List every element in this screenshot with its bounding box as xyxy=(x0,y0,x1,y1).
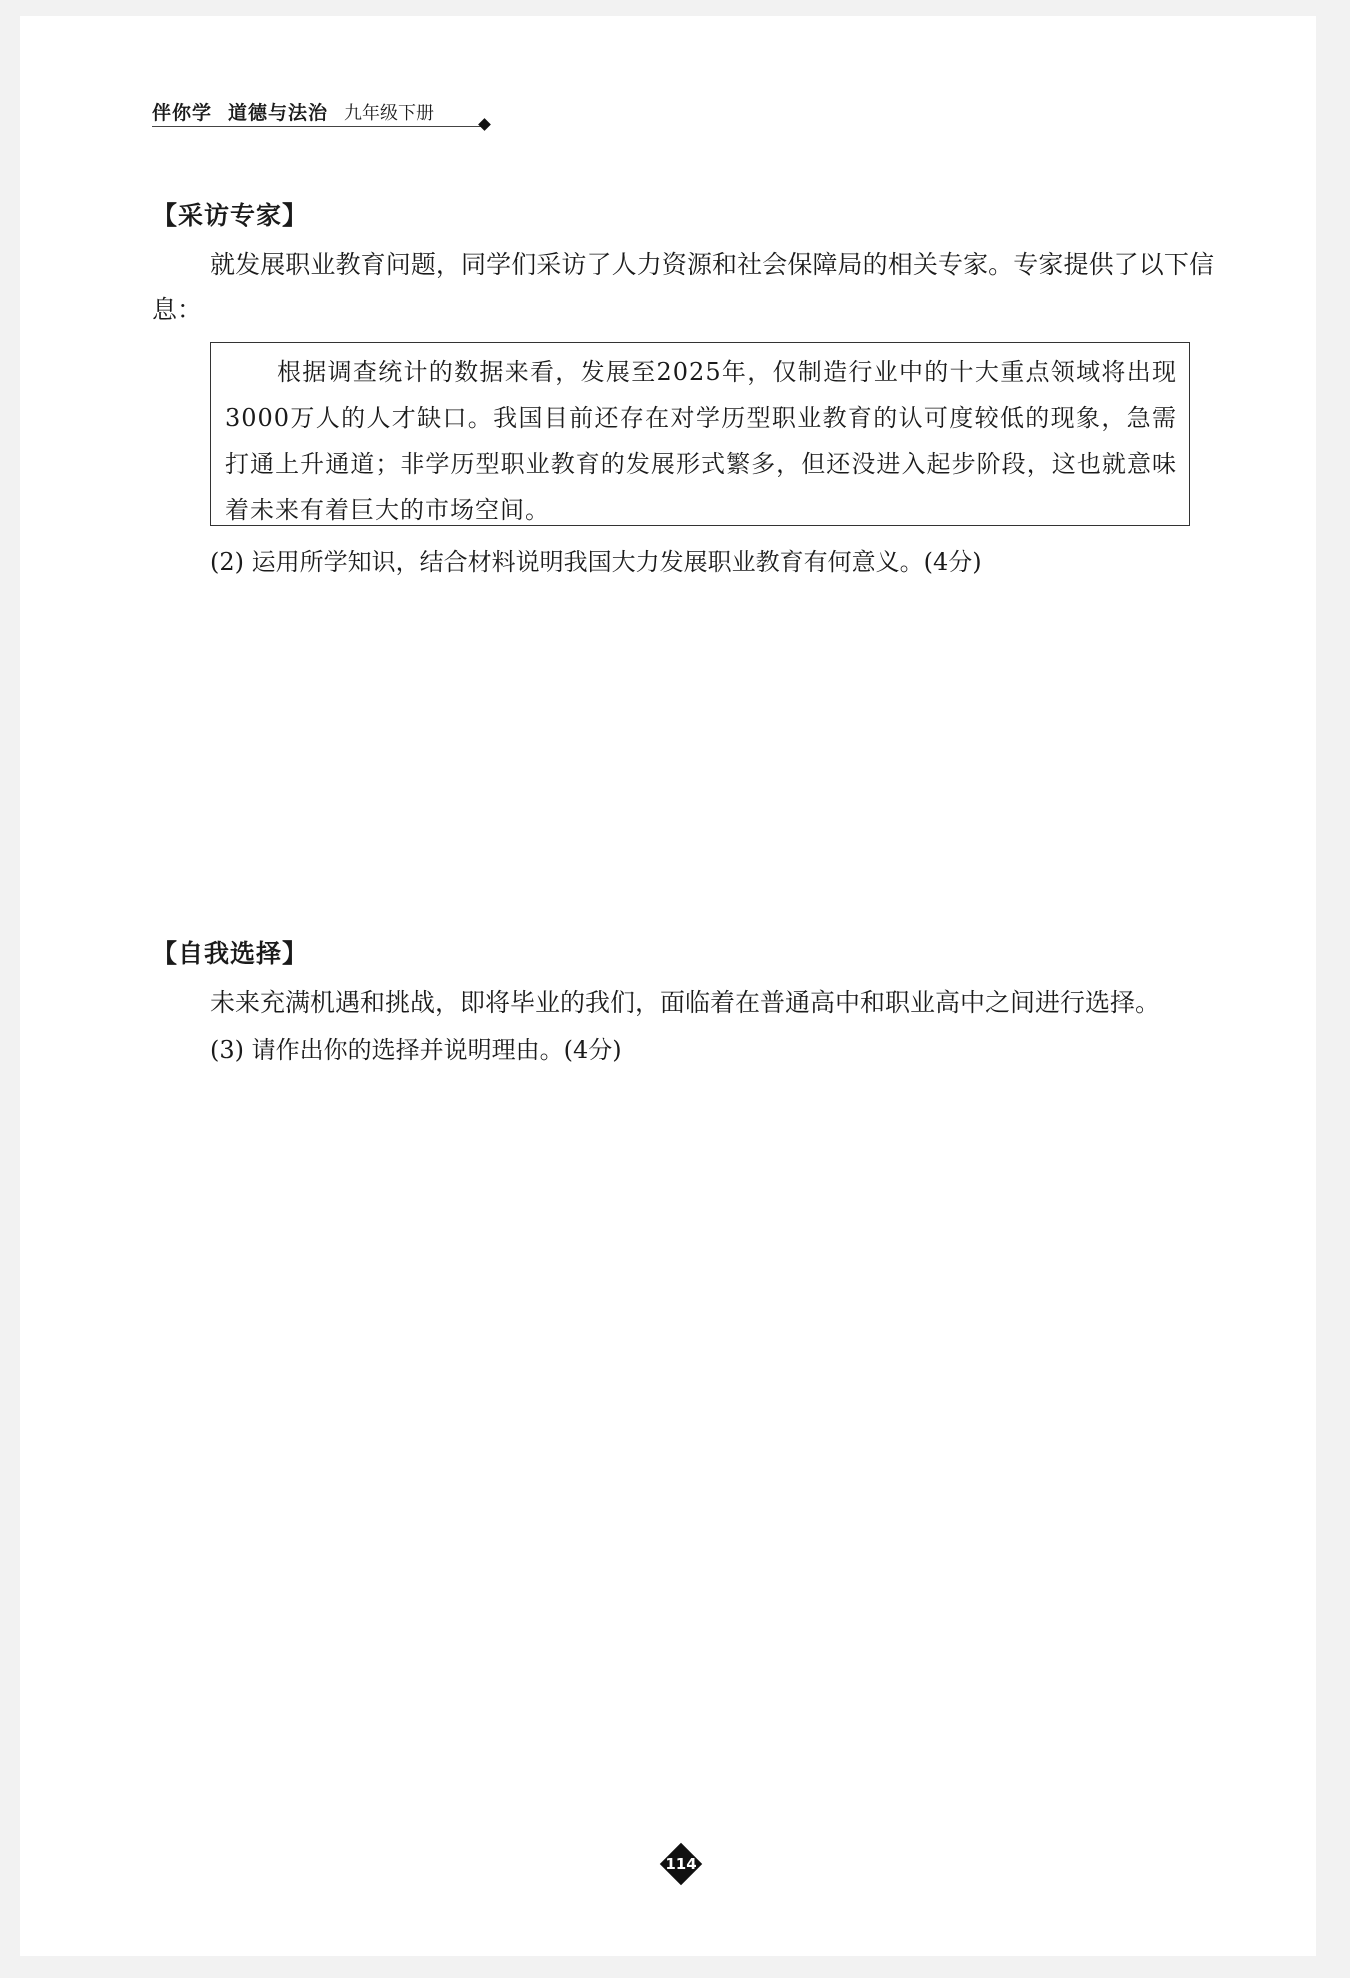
question-3: (3) 请作出你的选择并说明理由。(4分) xyxy=(210,1036,622,1064)
material-text: 根据调查统计的数据来看，发展至2025年，仅制造行业中的十大重点领域将出现3000万人的人才缺口。我国目前还存在对学历型职业教育的认可度较低的现象，急需打通上升通道；非学历型职业教育的发展形式繁多，但还没进入起步阶段，这也就意味着未来有着巨大的市场空间。 xyxy=(225,358,1177,524)
running-header xyxy=(152,98,434,125)
header-grade: 九年级下册 xyxy=(344,103,435,124)
section-title-self-choice: 【自我选择】 xyxy=(152,939,309,968)
header-subject: 道德与法治 xyxy=(228,102,329,124)
section-intro-self-choice: 未来充满机遇和挑战，即将毕业的我们，面临着在普通高中和职业高中之间进行选择。 xyxy=(210,988,1161,1017)
page-number-badge xyxy=(660,1843,702,1885)
header-series: 伴你学 xyxy=(152,102,213,124)
material-box xyxy=(210,342,1190,526)
section-intro-interview: 就发展职业教育问题，同学们采访了人力资源和社会保障局的相关专家。专家提供了以下信息： xyxy=(152,250,1214,324)
question-2: (2) 运用所学知识，结合材料说明我国大力发展职业教育有何意义。(4分) xyxy=(210,548,982,576)
section-title-interview: 【采访专家】 xyxy=(152,201,309,230)
page-number: 114 xyxy=(665,1855,697,1873)
header-rule xyxy=(152,126,482,127)
